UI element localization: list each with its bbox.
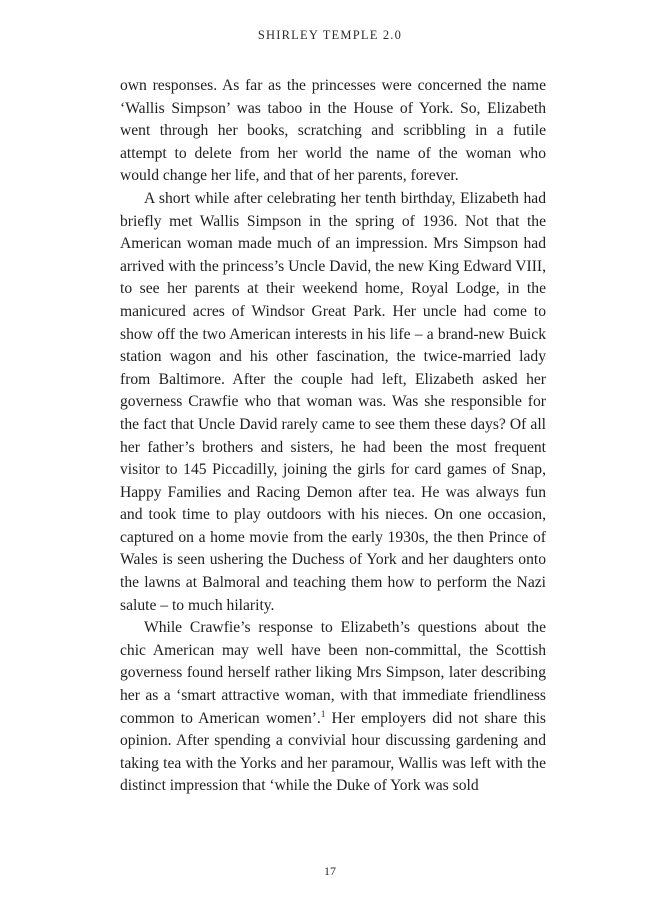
paragraph: A short while after celebrating her tenth birthday, Elizabeth had briefly met Wallis Simpson in the spring of 1936. Not that the American woman made much of an impression. Mrs Simpson had arrived with the princess’s Uncle David, the new King Edward VIII, to see her parents at their weekend home, Royal Lodge, in the manicured acres of Windsor Great Park. Her uncle had come to show off the two American interests in his life – a brand-new Buick station wagon and his other fascination, the twice-married lady from Baltimore. After the couple had left, Elizabeth asked her governess Crawfie who that woman was. Was she responsible for the fact that Uncle David rarely came to see them these days? Of all her father’s brothers and sisters, he had been the most frequent visitor to 145 Piccadilly, joining the girls for card games of Snap, Happy Families and Racing Demon after tea. He was always fun and took time to play outdoors with his nieces. On one occasion, captured on a home movie from the early 1930s, the then Prince of Wales is seen ushering the Duchess of York and her daughters onto the lawns at Balmoral and teaching them how to perform the Nazi salute – to much hilarity. xyxy=(120,189,546,614)
paragraph xyxy=(120,617,546,798)
paragraph-text: Her employers did not share this opinion. After spending a convivial hour discussing gardening and taking tea with the Yorks and her paramour, Wallis was left with the distinct impression that ‘while the Duke of York was sold xyxy=(120,709,546,795)
body-text xyxy=(120,75,546,798)
footnote-marker[interactable]: 1 xyxy=(320,708,326,719)
paragraph: own responses. As far as the princesses were concerned the name ‘Wallis Simpson’ was taboo in the House of York. So, Elizabeth went through her books, scratching and scribbling in a futile attempt to delete from her world the name of the woman who would change her life, and that of her parents, forever. xyxy=(120,77,546,185)
paragraph-text: While Crawfie’s response to Elizabeth’s questions about the chic American may well have been non-committal, the Scottish governess found herself rather liking Mrs Simpson, later describing her as a ‘smart attractive woman, with that immediate friendliness common to American women’. xyxy=(120,619,546,727)
running-head: SHIRLEY TEMPLE 2.0 xyxy=(257,28,403,42)
page-number: 17 xyxy=(324,864,336,878)
